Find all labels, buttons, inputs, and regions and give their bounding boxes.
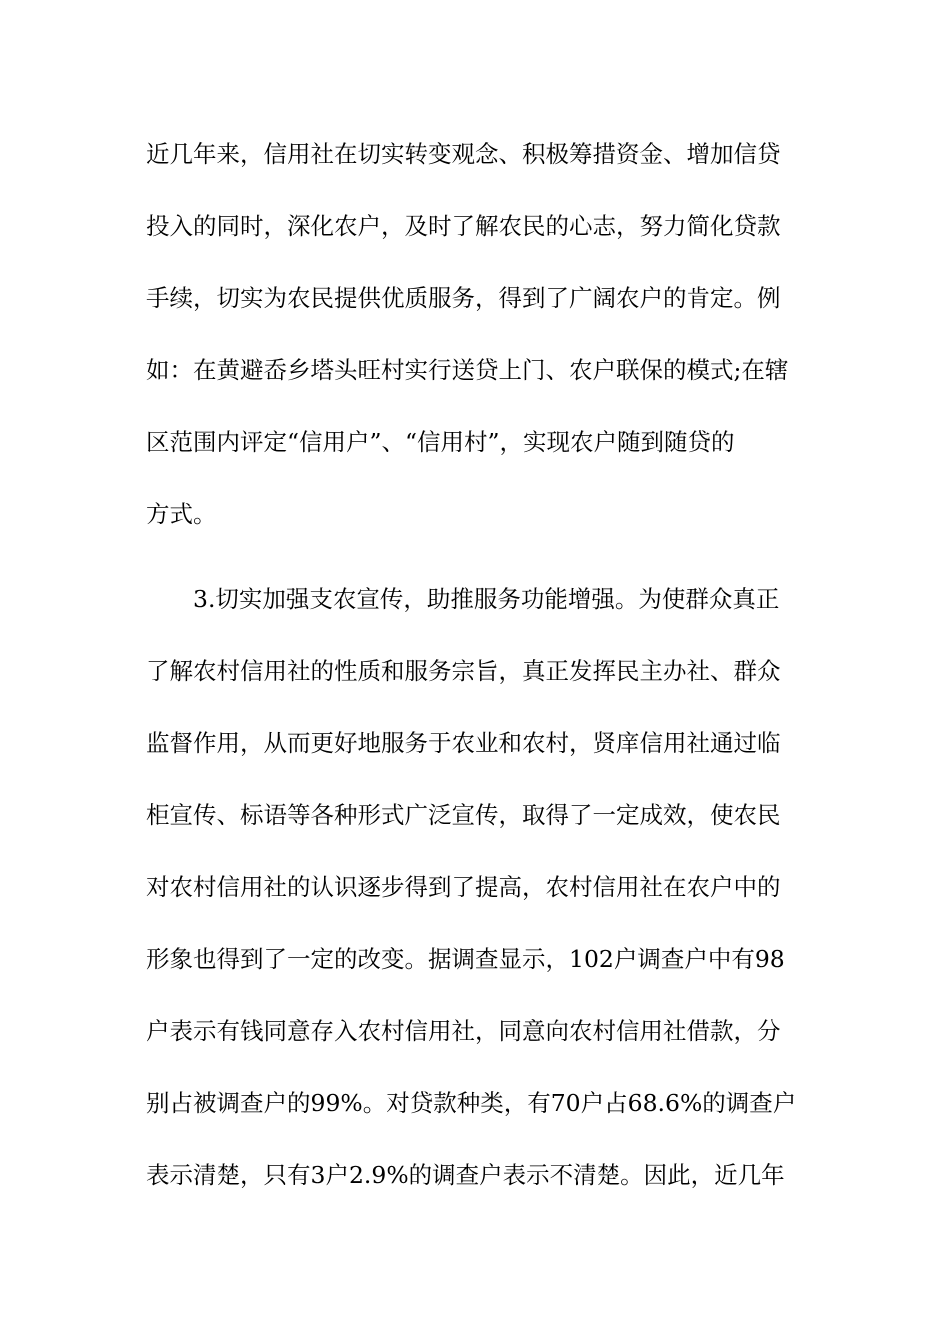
text-line: 户表示有钱同意存入农村信用社，同意向农村信用社借款，分 [146,1017,781,1045]
text-line: 别占被调查户的99%。对贷款种类，有70户占68.6%的调查户 [146,1089,797,1117]
text-line: 形象也得到了一定的改变。据调查显示，102户调查户中有98 [146,945,785,973]
text-line: 了解农村信用社的性质和服务宗旨，真正发挥民主办社、群众 [146,657,781,685]
text-line: 表示清楚，只有3户2.9%的调查户表示不清楚。因此，近几年 [146,1161,785,1189]
text-line: 如：在黄避岙乡塔头旺村实行送贷上门、农户联保的模式;在辖 [146,356,789,384]
text-line: 投入的同时，深化农户，及时了解农民的心志，努力简化贷款 [146,212,781,240]
text-line: 方式。 [146,500,217,528]
text-line: 区范围内评定“信用户”、“信用村”，实现农户随到随贷的 [146,428,735,456]
text-line: 对农村信用社的认识逐步得到了提高，农村信用社在农户中的 [146,873,781,901]
paragraph-heading-line: 3.切实加强支农宣传，助推服务功能增强。为使群众真正 [193,585,780,613]
text-line: 监督作用，从而更好地服务于农业和农村，贤庠信用社通过临 [146,729,781,757]
text-line: 手续，切实为农民提供优质服务，得到了广阔农户的肯定。例 [146,284,781,312]
text-line: 近几年来，信用社在切实转变观念、积极筹措资金、增加信贷 [146,140,781,168]
text-line: 柜宣传、标语等各种形式广泛宣传，取得了一定成效，使农民 [146,801,781,829]
